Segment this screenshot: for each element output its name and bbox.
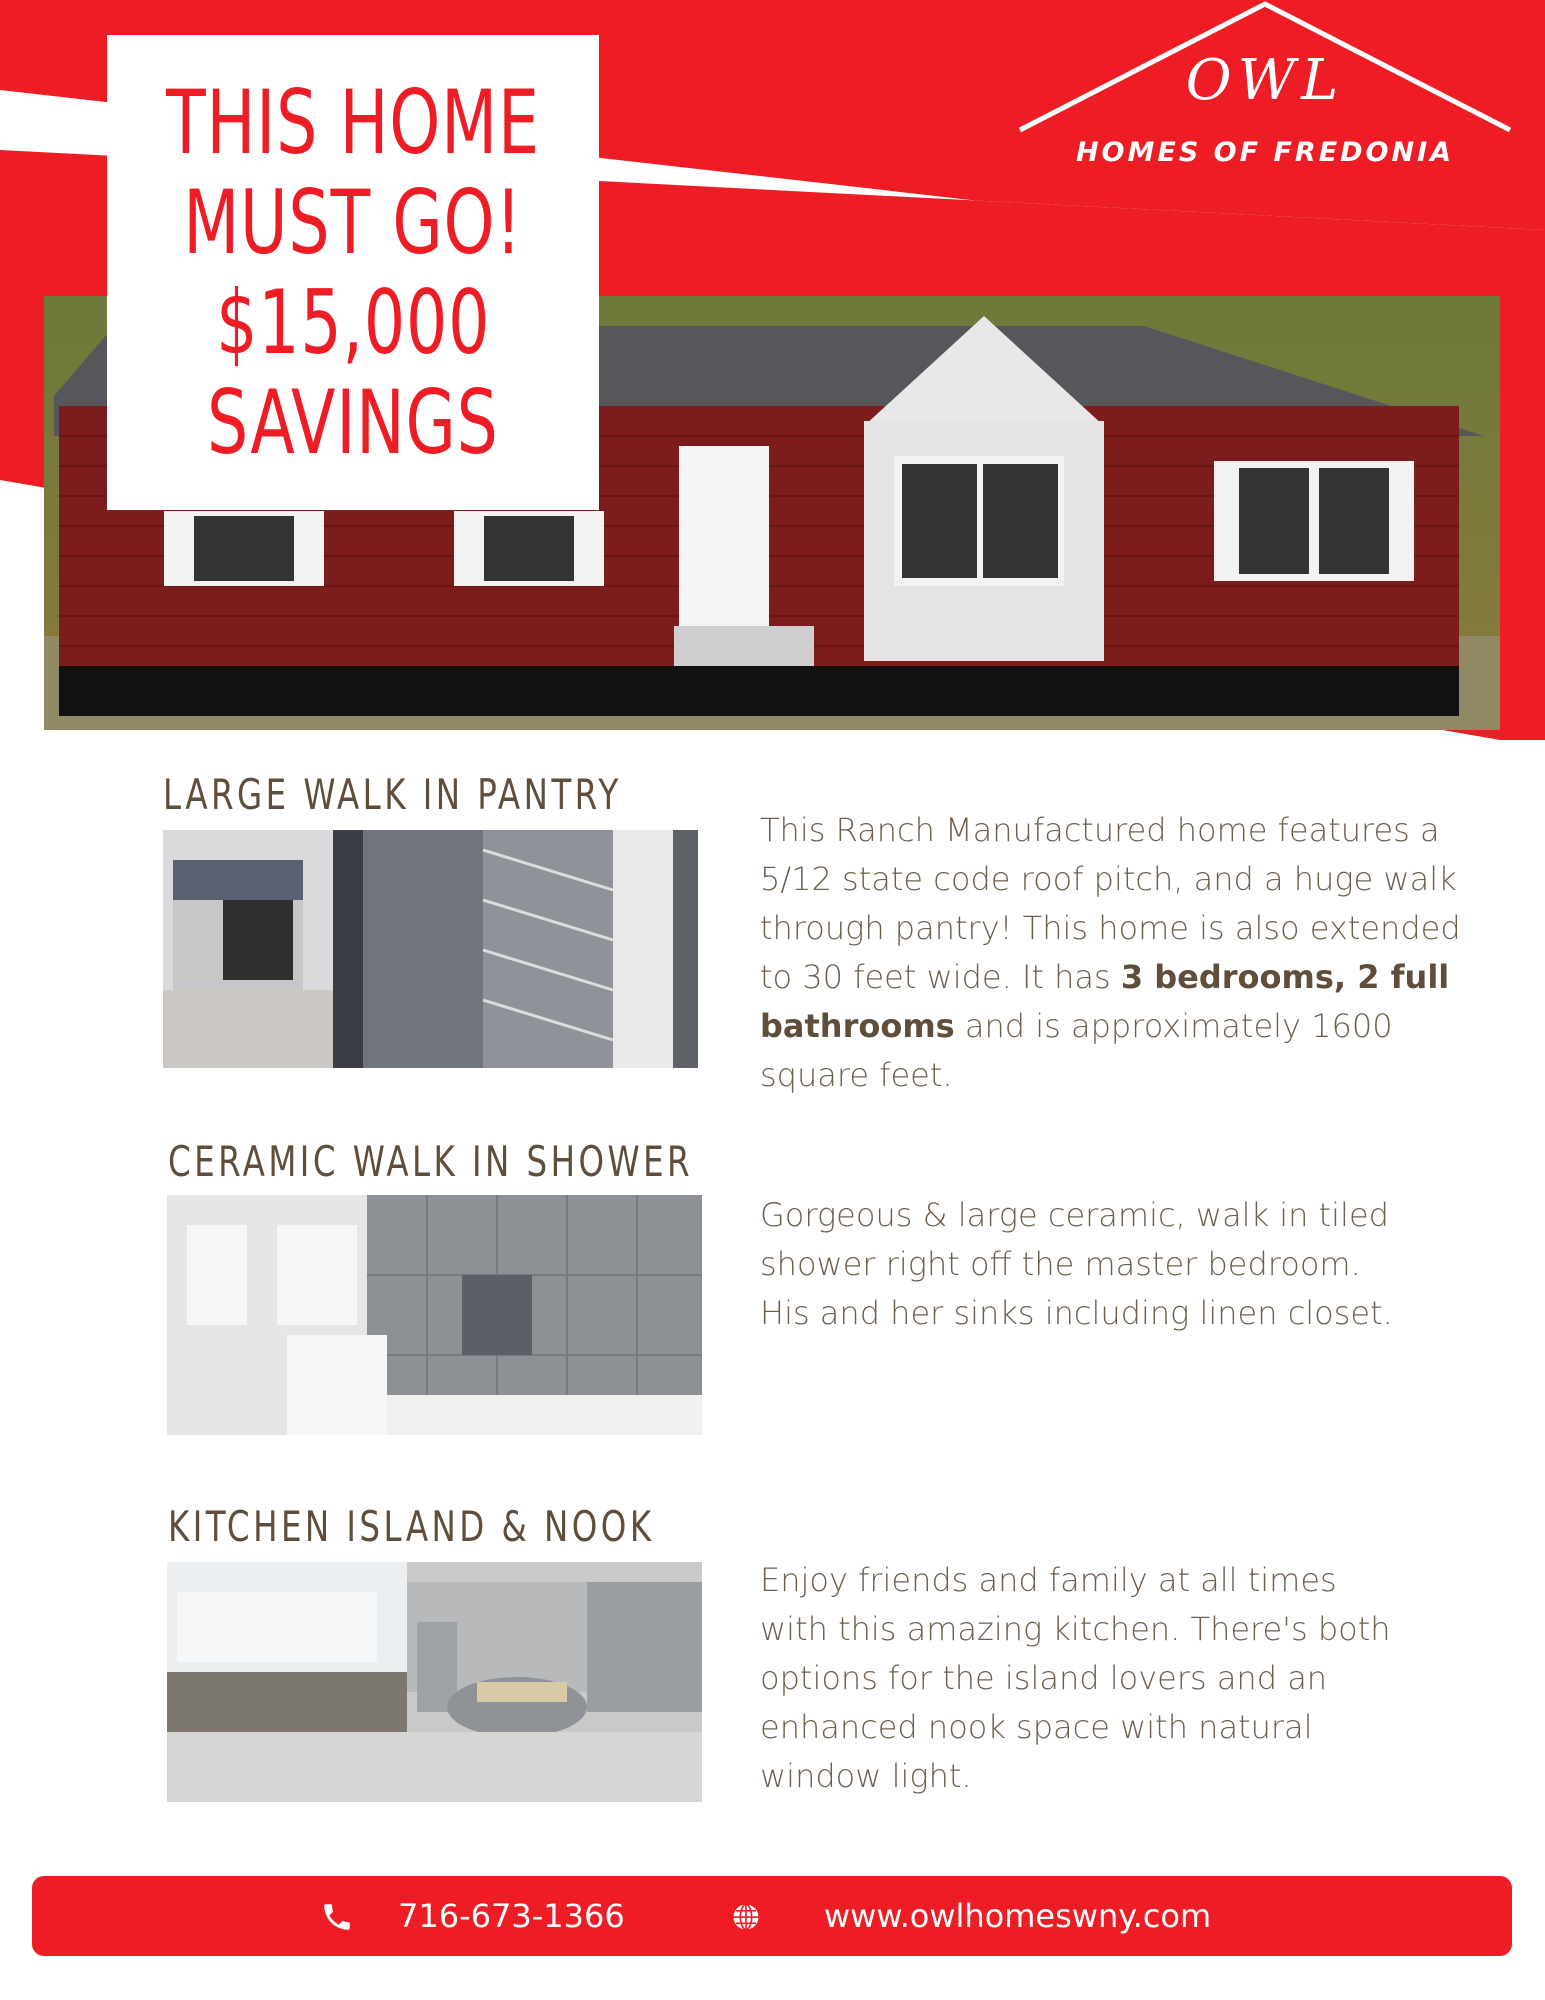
owl-logo	[1010, 0, 1520, 180]
contact-footer	[32, 1876, 1512, 1956]
shower-photo	[167, 1195, 702, 1435]
section-title-kitchen: KITCHEN ISLAND & NOOK	[168, 1502, 655, 1551]
pantry-photo	[163, 830, 698, 1068]
section-text-pantry	[760, 806, 1480, 1100]
pantry-text-part1: This Ranch Manufactured home features a 5/12 state code roof pitch, and a huge walk through pantry! This home is also extended to 30 feet wide. It has	[760, 811, 1461, 996]
headline-line-1: THIS HOME	[166, 70, 540, 174]
section-text-shower: Gorgeous & large ceramic, walk in tiled shower right off the master bedroom. His and her sinks including linen closet.	[760, 1196, 1393, 1332]
pantry-text-part2: and is approximately 1600 square feet.	[760, 1007, 1393, 1094]
section-text-kitchen: Enjoy friends and family at all times with this amazing kitchen. There's both options for the island lovers and an enhanced nook space with natural window light.	[760, 1561, 1391, 1795]
section-title-pantry: LARGE WALK IN PANTRY	[163, 770, 622, 819]
website-link[interactable]: www.owlhomeswny.com	[824, 1897, 1212, 1935]
section-title-shower: CERAMIC WALK IN SHOWER	[168, 1137, 694, 1186]
headline-line-4: SAVINGS	[207, 370, 499, 474]
pantry-text-bold: 3 bedrooms, 2 full bathrooms	[760, 958, 1450, 1045]
headline-line-3: $15,000	[215, 270, 491, 374]
phone-number[interactable]: 716-673-1366	[398, 1897, 625, 1935]
kitchen-photo	[167, 1562, 702, 1802]
headline-box	[107, 35, 599, 510]
logo-name: OWL	[1185, 48, 1345, 113]
globe-icon	[731, 1902, 761, 1932]
phone-icon	[320, 1900, 354, 1934]
logo-subtitle: HOMES OF FREDONIA	[1075, 137, 1455, 168]
headline-line-2: MUST GO!	[183, 170, 523, 274]
